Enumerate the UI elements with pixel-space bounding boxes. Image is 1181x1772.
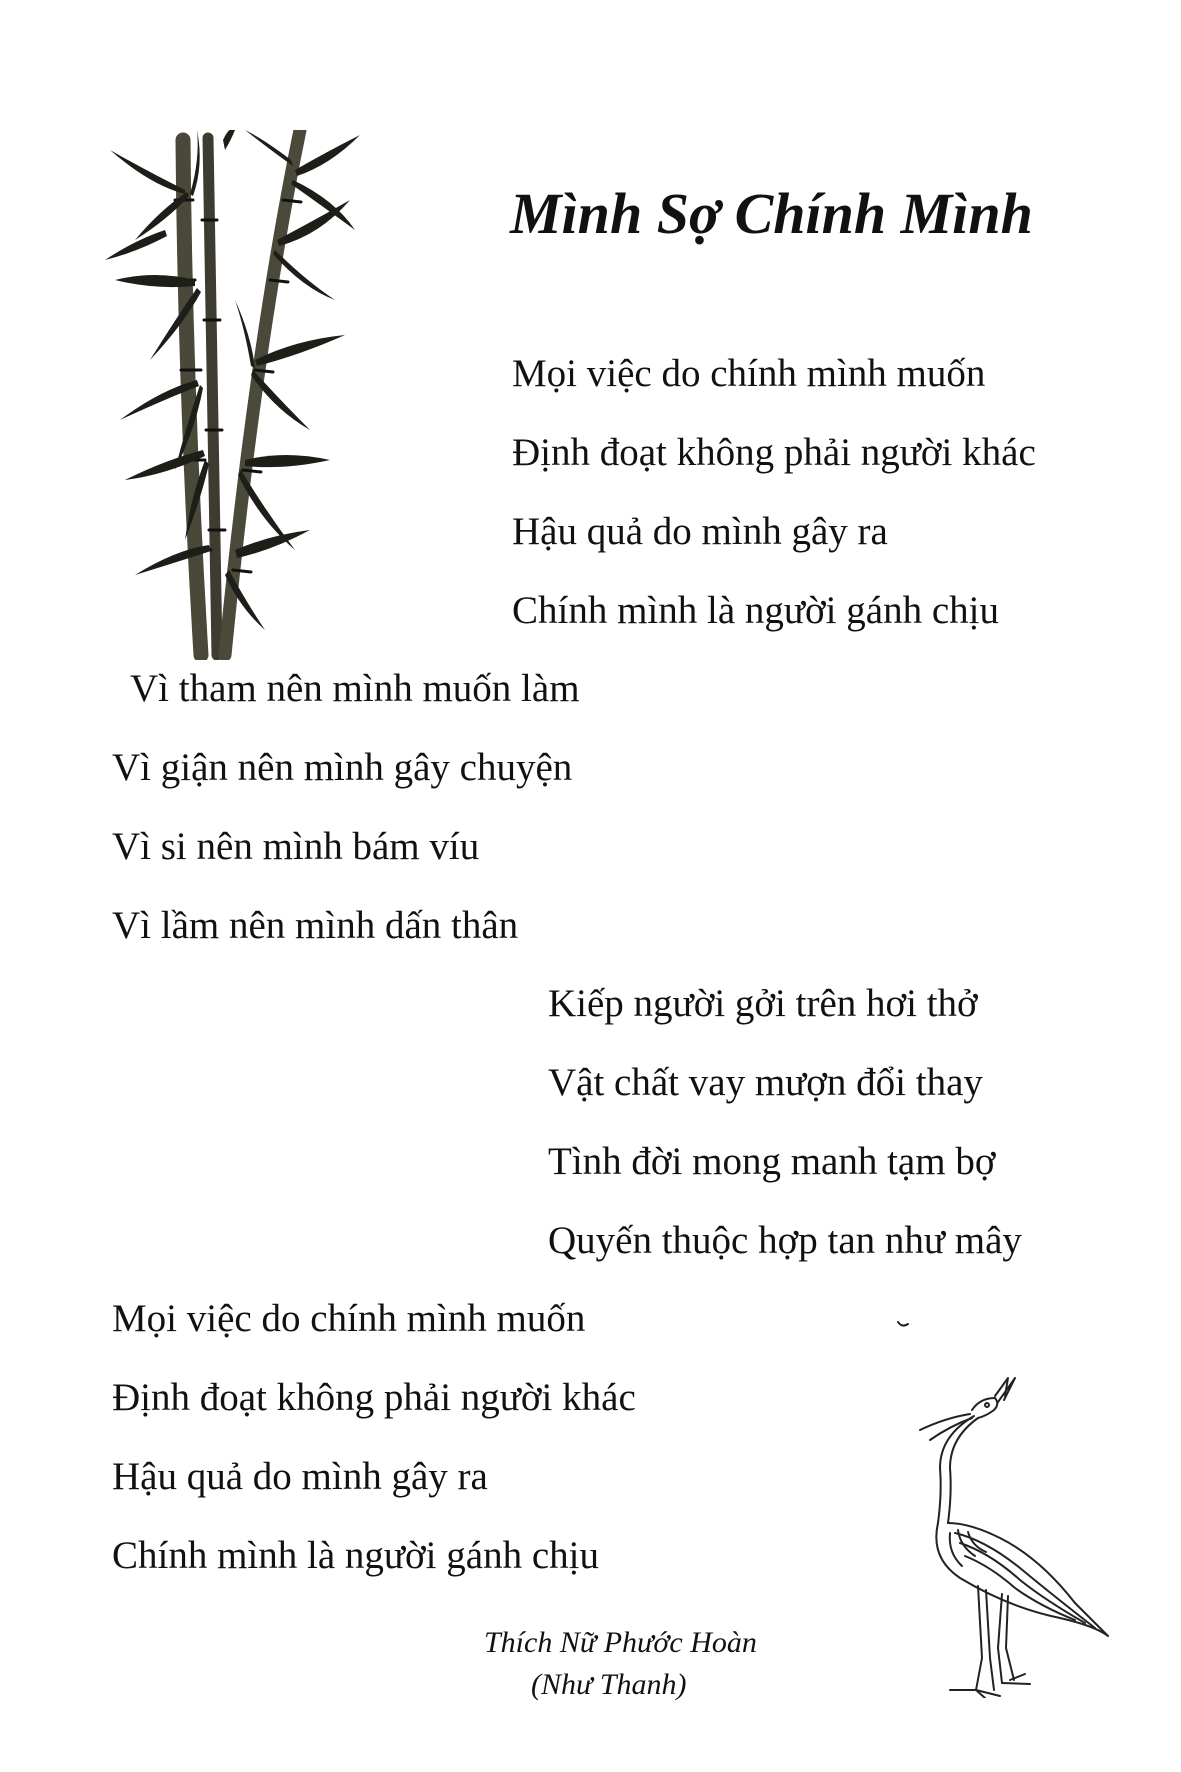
poem-line: Mọi việc do chính mình muốn [512,352,986,395]
poem-line: Quyến thuộc hợp tan như mây [548,1219,1022,1262]
poem-line: Kiếp người gởi trên hơi thở [548,982,978,1025]
poem-line: Chính mình là người gánh chịu [512,589,999,632]
poem-line: Vật chất vay mượn đổi thay [548,1061,983,1104]
poem-line: Vì si nên mình bám víu [112,825,480,868]
poem-line: Định đoạt không phải người khác [112,1376,636,1419]
poem-line: Định đoạt không phải người khác [512,431,1036,474]
stanza-3 [548,984,1022,1300]
heron-illustration [890,1318,1120,1698]
poem-line: Hậu quả do mình gây ra [512,510,888,553]
poem-line: Tình đời mong manh tạm bợ [548,1140,996,1183]
author-name: Thích Nữ Phước Hoàn [484,1626,757,1659]
stanza-4 [112,1299,636,1615]
poem-line: Vì tham nên mình muốn làm [130,667,580,710]
poem-title: Mình Sợ Chính Mình [510,181,1033,246]
poem-line: Vì giận nên mình gây chuyện [112,746,573,789]
poem-line: Chính mình là người gánh chịu [112,1534,599,1577]
poem-line: Hậu quả do mình gây ra [112,1455,488,1498]
poem-line: Mọi việc do chính mình muốn [112,1297,586,1340]
bamboo-illustration [105,130,365,660]
author-pen-name: (Như Thanh) [531,1668,687,1701]
stanza-2 [112,669,580,985]
stanza-1 [512,354,1036,670]
poem-line: Vì lầm nên mình dấn thân [112,904,519,947]
